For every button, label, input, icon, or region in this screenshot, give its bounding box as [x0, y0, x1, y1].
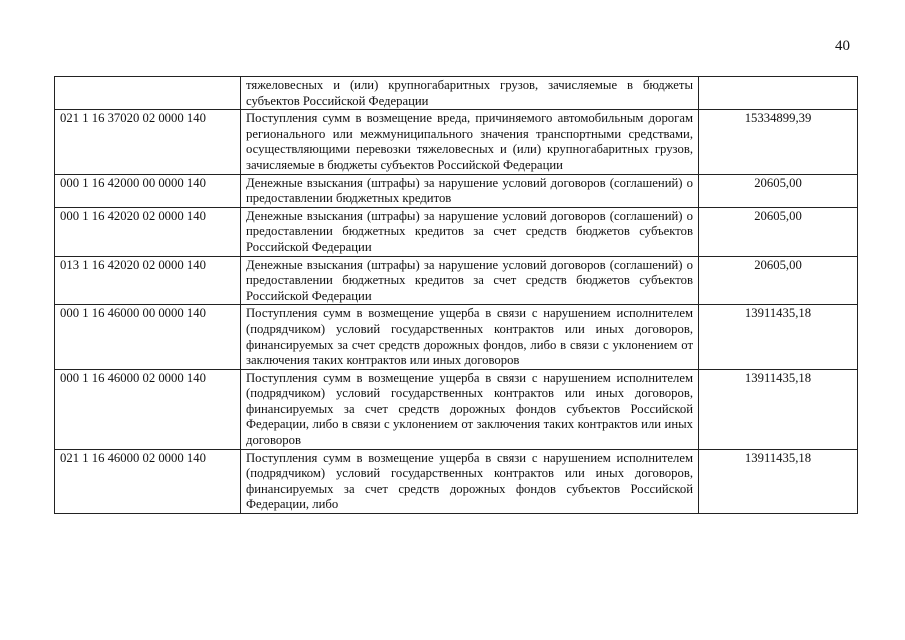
amount-cell: 13911435,18 — [699, 305, 858, 369]
description-cell: Денежные взыскания (штрафы) за нарушение условий договоров (соглашений) о предоставлении бюджетных кредитов за счет средств бюджетов субъектов Российской Федерации — [241, 207, 699, 256]
description-cell: Денежные взыскания (штрафы) за нарушение условий договоров (соглашений) о предоставлении бюджетных кредитов — [241, 174, 699, 207]
description-cell: Поступления сумм в возмещение вреда, причиняемого автомобильным дорогам регионального или межмуниципального значения транспортными средствами, осуществляющими перевозки тяжеловесных и (или) крупногабаритных грузов, зачисляемые в бюджеты субъектов Российской Федерации — [241, 110, 699, 174]
table-row — [55, 305, 858, 369]
budget-code-cell: 000 1 16 42020 02 0000 140 — [55, 207, 241, 256]
amount-cell: 15334899,39 — [699, 110, 858, 174]
description-cell: Денежные взыскания (штрафы) за нарушение условий договоров (соглашений) о предоставлении бюджетных кредитов за счет средств бюджетов субъектов Российской Федерации — [241, 256, 699, 305]
budget-code-cell: 000 1 16 46000 02 0000 140 — [55, 369, 241, 449]
amount-cell: 20605,00 — [699, 207, 858, 256]
amount-cell — [699, 77, 858, 110]
description-cell: тяжеловесных и (или) крупногабаритных грузов, зачисляемые в бюджеты субъектов Российской Федерации — [241, 77, 699, 110]
budget-code-cell: 000 1 16 46000 00 0000 140 — [55, 305, 241, 369]
amount-cell: 20605,00 — [699, 174, 858, 207]
table-row — [55, 256, 858, 305]
table-row — [55, 77, 858, 110]
budget-revenue-table — [54, 76, 858, 514]
amount-cell: 13911435,18 — [699, 449, 858, 513]
description-cell: Поступления сумм в возмещение ущерба в связи с нарушением исполнителем (подрядчиком) условий государственных контрактов или иных договоров, финансируемых за счет средств дорожных фондов субъектов Российской Федерации, либо в связи с уклонением от заключения таких контрактов или иных договоров — [241, 369, 699, 449]
amount-cell: 20605,00 — [699, 256, 858, 305]
budget-code-cell: 021 1 16 37020 02 0000 140 — [55, 110, 241, 174]
budget-code-cell: 013 1 16 42020 02 0000 140 — [55, 256, 241, 305]
budget-code-cell: 021 1 16 46000 02 0000 140 — [55, 449, 241, 513]
description-cell: Поступления сумм в возмещение ущерба в связи с нарушением исполнителем (подрядчиком) условий государственных контрактов или иных договоров, финансируемых за счет средств дорожных фондов, либо в связи с уклонением от заключения таких контрактов или иных договоров — [241, 305, 699, 369]
budget-code-cell — [55, 77, 241, 110]
table-row — [55, 449, 858, 513]
description-cell: Поступления сумм в возмещение ущерба в связи с нарушением исполнителем (подрядчиком) условий государственных контрактов или иных договоров, финансируемых за счет средств дорожных фондов субъектов Российской Федерации, либо — [241, 449, 699, 513]
page-number: 40 — [835, 38, 850, 54]
table-row — [55, 207, 858, 256]
table-row — [55, 110, 858, 174]
amount-cell: 13911435,18 — [699, 369, 858, 449]
table-row — [55, 174, 858, 207]
budget-code-cell: 000 1 16 42000 00 0000 140 — [55, 174, 241, 207]
table-row — [55, 369, 858, 449]
